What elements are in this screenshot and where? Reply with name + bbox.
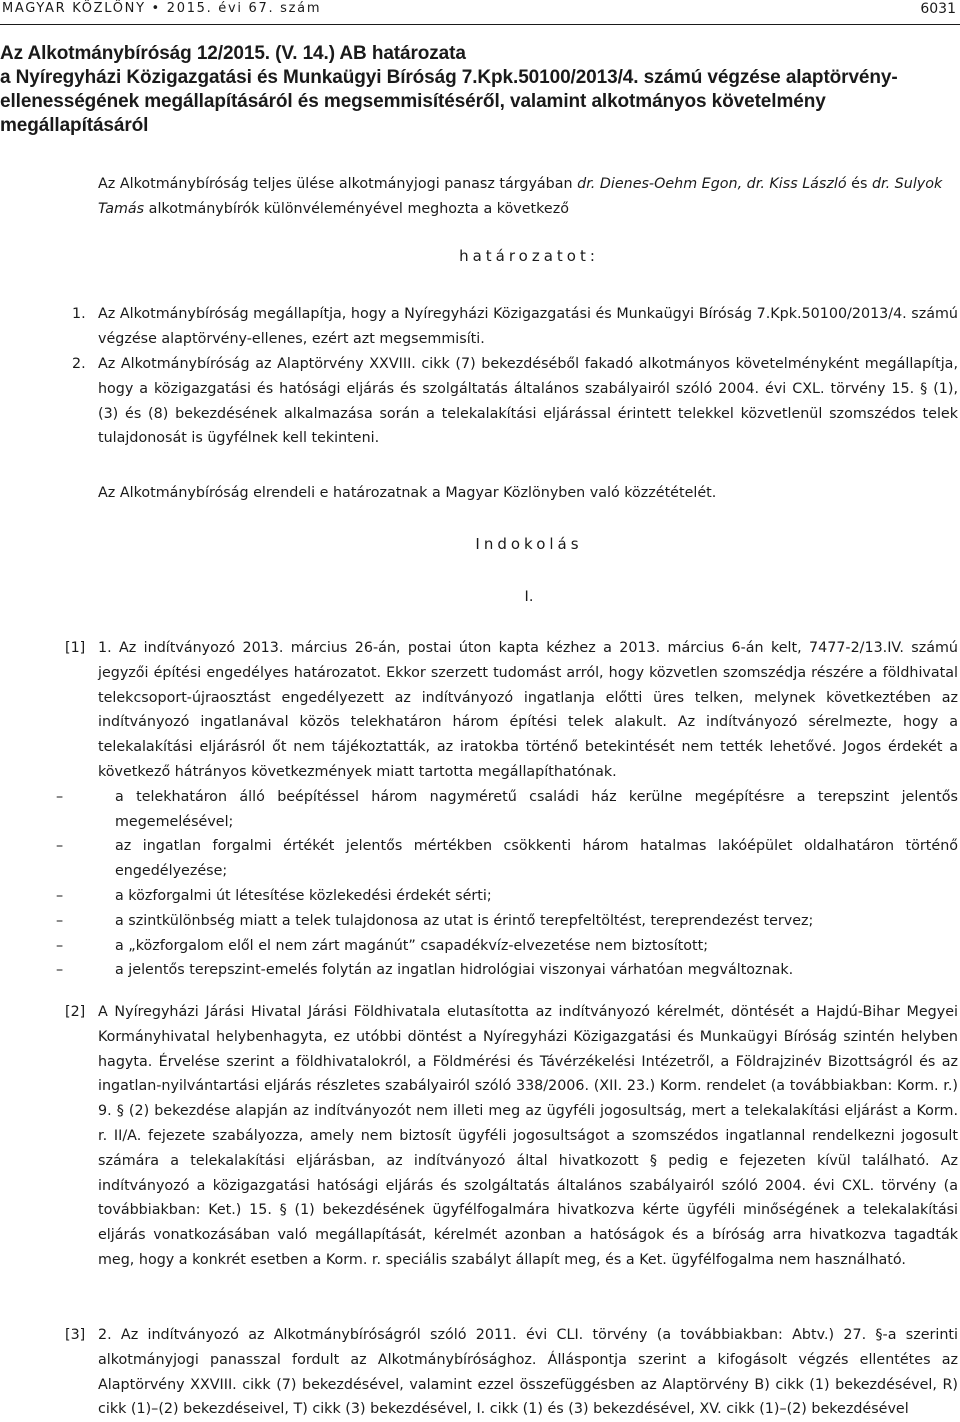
page-header	[0, 0, 960, 24]
dash-icon: –	[56, 887, 64, 904]
list-item	[32, 958, 958, 983]
list-item-text: a jelentős terepszint-emelés folytán az ingatlan hidrológiai viszonyai várhatóan megváltoznak.	[115, 962, 794, 979]
dash-icon: –	[56, 912, 64, 929]
paragraph-3	[65, 1323, 958, 1422]
title-line: ellenességének megállapításáról és megsemmisítéséről, valamint alkotmányos követelmény	[0, 91, 826, 112]
list-item	[32, 785, 958, 835]
dash-icon: –	[56, 838, 64, 855]
reasoning-heading: Indokolás	[475, 535, 583, 553]
operative-text: Az Alkotmánybíróság az Alaptörvény XXVIII. cikk (7) bekezdéséből fakadó alkotmányos követelményként megállapítja, hogy a közigazgatási és hatósági eljárás és szolgáltatás általános szabályairól szóló 2004. évi CXL. törvény 15. § (1), (3) és (8) bekezdésének alkalmazása során a telekalakítási eljárással érintett telekkel közvetlenül szomszédos telek tulajdonosát is ügyfélnek kell tekinteni.	[98, 356, 958, 447]
publication-order: Az Alkotmánybíróság elrendeli e határozatnak a Magyar Közlönyben való közzétételét.	[98, 485, 717, 501]
list-item-text: a telekhatáron álló beépítéssel három nagyméretű családi ház kerülne megépítésre a terepszint jelentős megemelésével;	[115, 788, 958, 830]
list-item	[32, 834, 958, 884]
intro-text: Az Alkotmánybíróság teljes ülése alkotmányjogi panasz tárgyában	[98, 176, 578, 192]
page-number: 6031	[920, 1, 956, 17]
dash-list	[32, 785, 958, 983]
paragraph-text: A Nyíregyházi Járási Hivatal Járási Földhivatala elutasította az indítványozó kérelmét, döntését a Hajdú-Bihar Megyei Kormányhivatal helybenhagyta, ez utóbbi döntést a Nyíregyházi Közigazgatási és Munkaügyi Bíróság szintén helyben hagyta. Érvelése szerint a földhivatalokról, a Földmérési és Távérzékelési Intézetről, a Földrajzinév Bizottságról és az ingatlan-nyilvántartási eljárás részletes szabályairól szóló 338/2006. (XII. 23.) Korm. rendelet (a továbbiakban: Korm. r.) 9. § (2) bekezdése alapján az indítványozót nem illeti meg az ügyféli jogosultság, mert a telekalakítási eljárást a Korm. r. II/A. fejezete szabályozza, amely nem biztosít ügyféli jogosultságot a szomszédos ingatlannal rendelkezni jogosult számára a telekalakítási eljárásban, az indítványozó által hivatkozott § pedig e fejezeten kívül található. Az indítványozó a közigazgatási hatósági eljárás és szolgáltatás általános szabályairól szóló 2004. évi CXL. törvény (a továbbiakban: Ket.) 15. § (1) bekezdésének ügyfélfogalmára hivatkozva kérte ügyféli minőségének a telekalakítási eljárás vonatkozásában való megállapítását, kérelmét azonban a hatóságok és a bíróság arra hivatkozva tagadták meg, hogy a konkrét esetben a Korm. r. speciális szabályt állapít meg, és a Ket. ügyfélfogalma nem használható.	[98, 1004, 958, 1268]
header-rule	[0, 24, 960, 25]
intro-text-end: alkotmánybírók különvéleményével meghozta a következő	[144, 200, 569, 217]
operative-number: 2.	[72, 356, 86, 372]
paragraph-text: 1. Az indítványozó 2013. március 26-án, postai úton kapta kézhez a 2013. március 6-án kelt, 7477-2/13.IV. számú jegyzői építési engedélyes határozatot. Ekkor szerzett tudomást arról, hogy közvetlen szomszédja részére a földhivatal telekcsoport-újraosztást engedélyezett az indítványozó ingatlanja előtti üres telken, melynek következtében az indítványozó ingatlanával közös telekhatáron három építési telek alakult. Az indítványozó sérelmezte, hogy a telekalakítási eljárásról őt nem tájékoztatták, az iratokba történő betekintését nem tették lehetővé. Jogos érdekét a következő hátrányos következmények miatt tartotta megállapíthatónak.	[98, 640, 958, 780]
judges-names: dr. Dienes-Oehm Egon, dr. Kiss László	[577, 176, 847, 192]
list-item-text: a közforgalmi út létesítése közlekedési érdekét sérti;	[115, 887, 492, 904]
operative-text: Az Alkotmánybíróság megállapítja, hogy a Nyíregyházi Közigazgatási és Munkaügyi Bíróság 7.Kpk.50100/2013/4. számú végzése alaptörvény-ellenes, ezért azt megsemmisíti.	[98, 306, 958, 347]
title-line: Az Alkotmánybíróság 12/2015. (V. 14.) AB határozata	[0, 43, 466, 64]
title-line: megállapításáról	[0, 115, 149, 136]
dash-icon: –	[56, 962, 64, 979]
document-title	[0, 42, 958, 138]
paragraph-number: [2]	[65, 1004, 86, 1020]
paragraph-number: [3]	[65, 1327, 86, 1343]
list-item-text: az ingatlan forgalmi értékét jelentős mértékben csökkenti három hatalmas lakóépület oldalhatáron történő engedélyezése;	[115, 838, 958, 880]
list-item	[32, 909, 958, 934]
list-item	[32, 934, 958, 959]
dash-icon: –	[56, 788, 64, 805]
operative-number: 1.	[72, 306, 86, 322]
paragraph-1	[56, 636, 958, 983]
decision-heading: határozatot:	[459, 247, 599, 265]
running-head: MAGYAR KÖZLÖNY • 2015. évi 67. szám	[2, 1, 322, 16]
judge-name: dr. Sulyok Tamás	[98, 176, 943, 217]
intro-and: és	[846, 176, 872, 192]
paragraph-text: 2. Az indítványozó az Alkotmánybíróságról szóló 2011. évi CLI. törvény (a továbbiakban: Abtv.) 27. §-a szerinti alkotmányjogi panasszal fordult az Alkotmánybírósághoz. Álláspontja szerint a kifogásolt végzés ellentétes az Alaptörvény XXVIII. cikk (7) bekezdésével, valamint ezzel összefüggésben az Alaptörvény B) cikk (1) bekezdésével, R) cikk (1)–(2) bekezdéseivel, T) cikk (3) bekezdésével, I. cikk (1) és (3) bekezdésével, XV. cikk (1)–(2) bekezdésével	[98, 1327, 958, 1418]
section-number: I.	[524, 589, 534, 605]
intro-paragraph	[98, 172, 958, 222]
title-line: a Nyíregyházi Közigazgatási és Munkaügyi Bíróság 7.Kpk.50100/2013/4. számú végzése alaptörvény-	[0, 67, 898, 88]
operative-item	[72, 352, 958, 451]
list-item-text: a szintkülönbség miatt a telek tulajdonosa az utat is érintő terepfeltöltést, tereprendezést tervez;	[115, 912, 814, 929]
paragraph-2	[65, 1000, 958, 1273]
list-item	[32, 884, 958, 909]
paragraph-number: [1]	[65, 640, 86, 656]
dash-icon: –	[56, 937, 64, 954]
operative-item	[72, 302, 958, 352]
list-item-text: a „közforgalom elől el nem zárt magánút” csapadékvíz-elvezetése nem biztosított;	[115, 937, 709, 954]
